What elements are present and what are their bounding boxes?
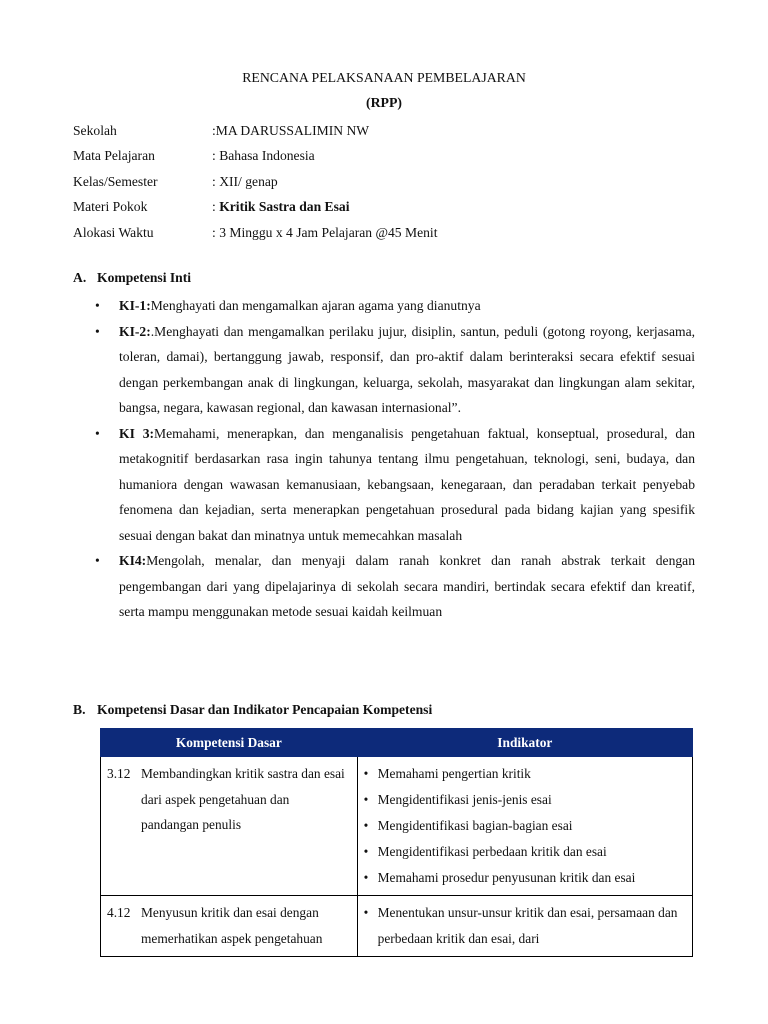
bullet-icon: • (95, 425, 100, 441)
info-row-kelas-semester (73, 169, 713, 194)
bullet-icon: • (363, 870, 369, 885)
table-row (101, 896, 693, 957)
kd-text: Membandingkan kritik sastra dan esai dari aspek pengetahuan dan pandangan penulis (141, 766, 345, 832)
info-value: Bahasa Indonesia (219, 148, 315, 164)
ki-text: Memahami, menerapkan, dan menganalisis pengetahuan faktual, konseptual, prosedural, dan metakognitif berdasarkan rasa ingin tahunya tentang ilmu pengetahuan, teknologi, seni, budaya, dan humaniora dengan wawasan kemanusiaan, kebangsaan, kenegaraan, dan peradaban terkait penyebab fenomena dan kejadian, serta menerapkan pengetahuan prosedural pada bidang kajian yang spesifik sesuai dengan bakat dan minatnya untuk memecahkan masalah (119, 425, 695, 543)
bullet-icon: • (363, 792, 369, 807)
indicator-item (364, 787, 686, 813)
section-a-heading (73, 270, 191, 286)
bullet-icon: • (95, 323, 100, 339)
ki-key: KI4: (119, 553, 147, 568)
bullet-icon: • (363, 844, 369, 859)
indicator-text: Memahami prosedur penyusunan kritik dan esai (377, 870, 636, 885)
ki-text: .Menghayati dan mengamalkan perilaku jujur, disiplin, santun, peduli (gotong royong, kerjasama, toleran, damai), bertanggung jawab, responsif, dan pro-aktif dalam berinteraksi secara efektif sesuai dengan perkembangan anak di lingkungan, keluarga, sekolah, masyarakat dan lingkungan alam sekitar, bangsa, negara, kawasan regional, dan kawasan internasional”. (119, 323, 695, 415)
bullet-icon: • (95, 553, 100, 568)
info-separator: : (212, 199, 220, 215)
indicator-item (364, 900, 686, 952)
indicator-item (364, 761, 686, 787)
info-separator: : (212, 148, 220, 164)
document-subtitle: (RPP) (365, 95, 402, 110)
kompetensi-inti-list (95, 293, 695, 625)
info-row-alokasi-waktu (73, 220, 713, 245)
bullet-icon: • (95, 298, 100, 313)
indicator-text: Mengidentifikasi jenis-jenis esai (377, 792, 552, 807)
list-item (95, 293, 695, 319)
info-separator: : (212, 123, 216, 138)
info-label: Mata Pelajaran (73, 148, 155, 164)
indicator-cell (357, 757, 692, 896)
info-label: Alokasi Waktu (73, 224, 154, 240)
indicator-text: Menentukan unsur-unsur kritik dan esai, persamaan dan perbedaan kritik dan esai, dari (377, 905, 678, 946)
section-letter: A. (73, 270, 87, 285)
column-header-indikator: Indikator (357, 729, 692, 757)
info-separator: : (212, 224, 220, 240)
table-row (101, 757, 693, 896)
table-header-row (101, 729, 693, 757)
info-label: Kelas/Semester (73, 173, 158, 189)
list-item (95, 319, 695, 421)
kd-cell (101, 757, 358, 896)
info-label: Sekolah (73, 123, 117, 138)
bullet-icon: • (363, 818, 369, 833)
info-value: XII/ genap (219, 173, 278, 189)
identity-info (73, 118, 713, 245)
kd-number: 3.12 (107, 766, 131, 781)
ki-key: KI 3: (119, 425, 155, 441)
info-separator: : (212, 173, 220, 189)
section-b-heading (73, 702, 432, 718)
kd-text: Menyusun kritik dan esai dengan memerhatikan aspek pengetahuan (141, 905, 323, 946)
list-item (95, 548, 695, 625)
info-value: 3 Minggu x 4 Jam Pelajaran @45 Menit (219, 224, 438, 240)
info-value: Kritik Sastra dan Esai (219, 199, 350, 215)
info-value: MA DARUSSALIMIN NW (215, 123, 370, 138)
indicator-item (364, 813, 686, 839)
indicator-item (364, 865, 686, 891)
indicator-item (364, 839, 686, 865)
document-title: RENCANA PELAKSANAAN PEMBELAJARAN (242, 70, 526, 85)
bullet-icon: • (363, 905, 369, 920)
section-title: Kompetensi Dasar dan Indikator Pencapaian Kompetensi (97, 702, 433, 717)
section-title: Kompetensi Inti (97, 270, 192, 285)
ki-key: KI-1: (119, 298, 151, 313)
info-row-materi-pokok (73, 194, 713, 219)
kd-number: 4.12 (107, 905, 131, 920)
indicator-text: Memahami pengertian kritik (377, 766, 531, 781)
bullet-icon: • (363, 766, 369, 781)
ki-text: Menghayati dan mengamalkan ajaran agama yang dianutnya (150, 298, 481, 313)
indicator-text: Mengidentifikasi bagian-bagian esai (377, 818, 573, 833)
column-header-kompetensi-dasar: Kompetensi Dasar (101, 729, 358, 757)
list-item (95, 421, 695, 549)
kd-cell (101, 896, 358, 957)
info-label: Materi Pokok (73, 199, 148, 215)
section-letter: B. (73, 702, 86, 717)
indicator-text: Mengidentifikasi perbedaan kritik dan esai (377, 844, 607, 859)
ki-key: KI-2: (119, 323, 151, 339)
ki-text: Mengolah, menalar, dan menyaji dalam ranah konkret dan ranah abstrak terkait dengan pengembangan dari yang dipelajarinya di sekolah secara mandiri, bertindak secara efektif dan kreatif, serta mampu menggunakan metode sesuai kaidah keilmuan (119, 553, 695, 619)
kompetensi-table (100, 728, 693, 957)
info-row-sekolah (73, 118, 713, 143)
indicator-cell (357, 896, 692, 957)
info-row-mata-pelajaran (73, 143, 713, 168)
